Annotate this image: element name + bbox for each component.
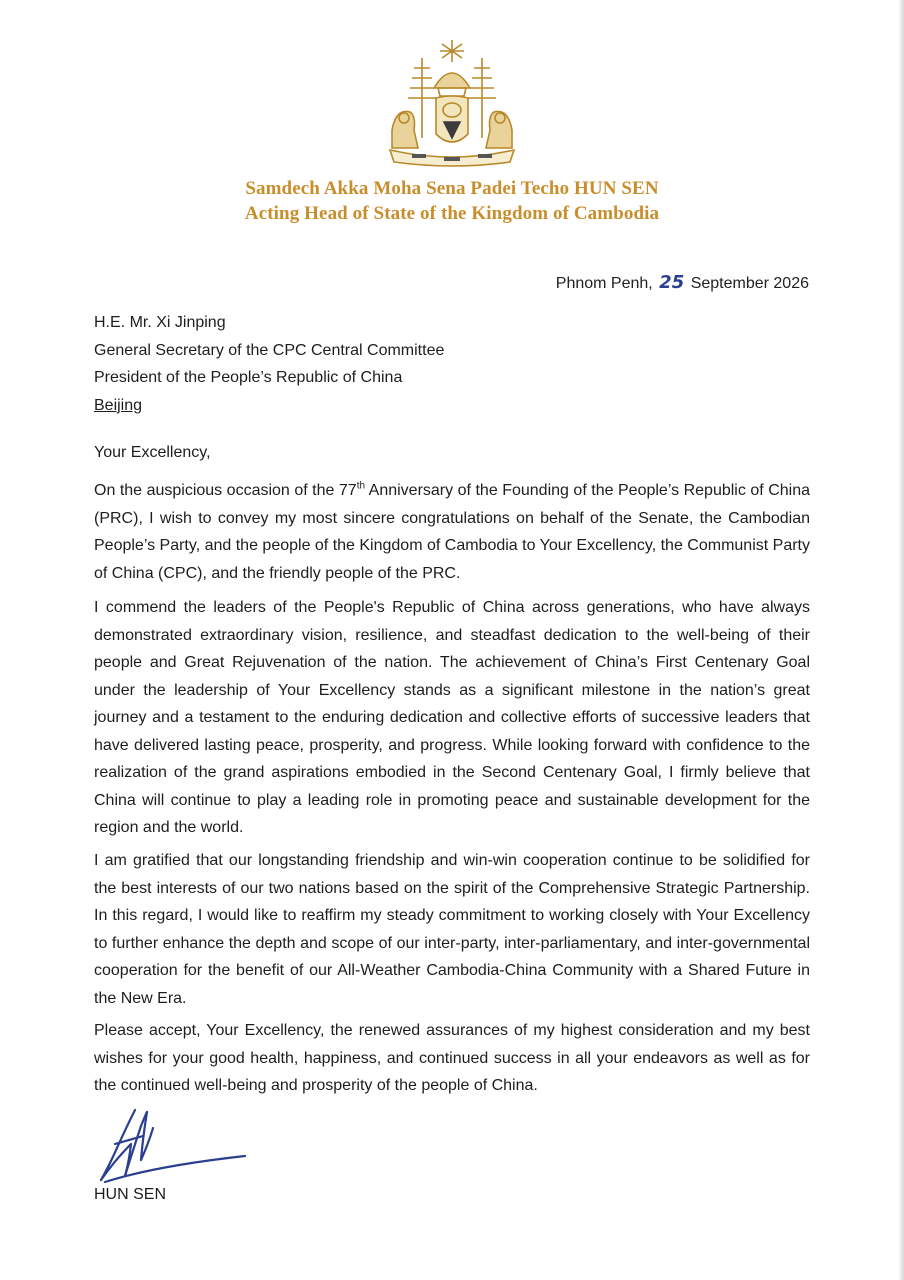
date-place: Phnom Penh, [555, 275, 653, 292]
p1-text-a: On the auspicious occasion of the 77 [94, 482, 357, 499]
body-paragraph-2: I commend the leaders of the People's Republic of China across generations, who have always demonstrated extraordinary vision, resilience, and steadfast dedication to the well-being of their people and Great Rejuvenation of the nation. The achievement of China’s First Centenary Goal under the leadership of Your Excellency stands as a significant milestone in the nation’s great journey and a testament to the enduring dedication and collective efforts of successive leaders that have delivered lasting peace, prosperity, and progress. While looking forward with confidence to the realization of the grand aspirations embodied in the Second Centenary Goal, I firmly believe that China will continue to play a leading role in promoting peace and sustainable development for the region and the world. [94, 599, 810, 836]
letterhead-name: Samdech Akka Moha Sena Padei Techo HUN SEN [245, 178, 659, 199]
letter-date [556, 272, 809, 293]
page-edge-shadow [898, 0, 904, 1280]
salutation: Your Excellency, [94, 444, 211, 461]
p1-text-b: Anniversary of the Founding of the People’s Republic of China (PRC), I wish to convey my most sincere congratulations on behalf of the Senate, the Cambodian People’s Party, and the people of the Kingdom of Cambodia to Your Excellency, the Communist Party of China (CPC), and the friendly people of the PRC. [94, 482, 810, 582]
date-day-handwritten: 25 [659, 272, 685, 293]
date-month-year: September 2026 [690, 275, 809, 292]
letterhead-title: Acting Head of State of the Kingdom of Cambodia [244, 203, 660, 224]
p1-superscript: th [356, 480, 366, 492]
recipient-name: H.E. Mr. Xi Jinping [94, 314, 226, 331]
body-paragraph-3: I am gratified that our longstanding friendship and win-win cooperation continue to be solidified for the best interests of our two nations based on the spirit of the Comprehensive Strategic Partnership. In this regard, I would like to reaffirm my steady commitment to working closely with Your Excellency to further enhance the depth and scope of our inter-party, inter-parliamentary, and inter-governmental cooperation for the benefit of our All-Weather Cambodia-China Community with a Shared Future in the New Era. [94, 852, 810, 1007]
body-paragraph-1 [94, 477, 810, 587]
signatory-name: HUN SEN [94, 1186, 167, 1203]
recipient-line-2: President of the People’s Republic of China [94, 369, 403, 386]
signature-icon [95, 1100, 255, 1190]
recipient-line-1: General Secretary of the CPC Central Committee [94, 341, 445, 359]
recipient-address [94, 309, 444, 419]
body-paragraph-4: Please accept, Your Excellency, the renewed assurances of my highest consideration and my best wishes for your good health, happiness, and continued success in all your endeavors as well as for the continued well-being and prosperity of the people of China. [94, 1022, 810, 1094]
recipient-city: Beijing [94, 396, 143, 414]
royal-crest-icon [382, 38, 522, 170]
